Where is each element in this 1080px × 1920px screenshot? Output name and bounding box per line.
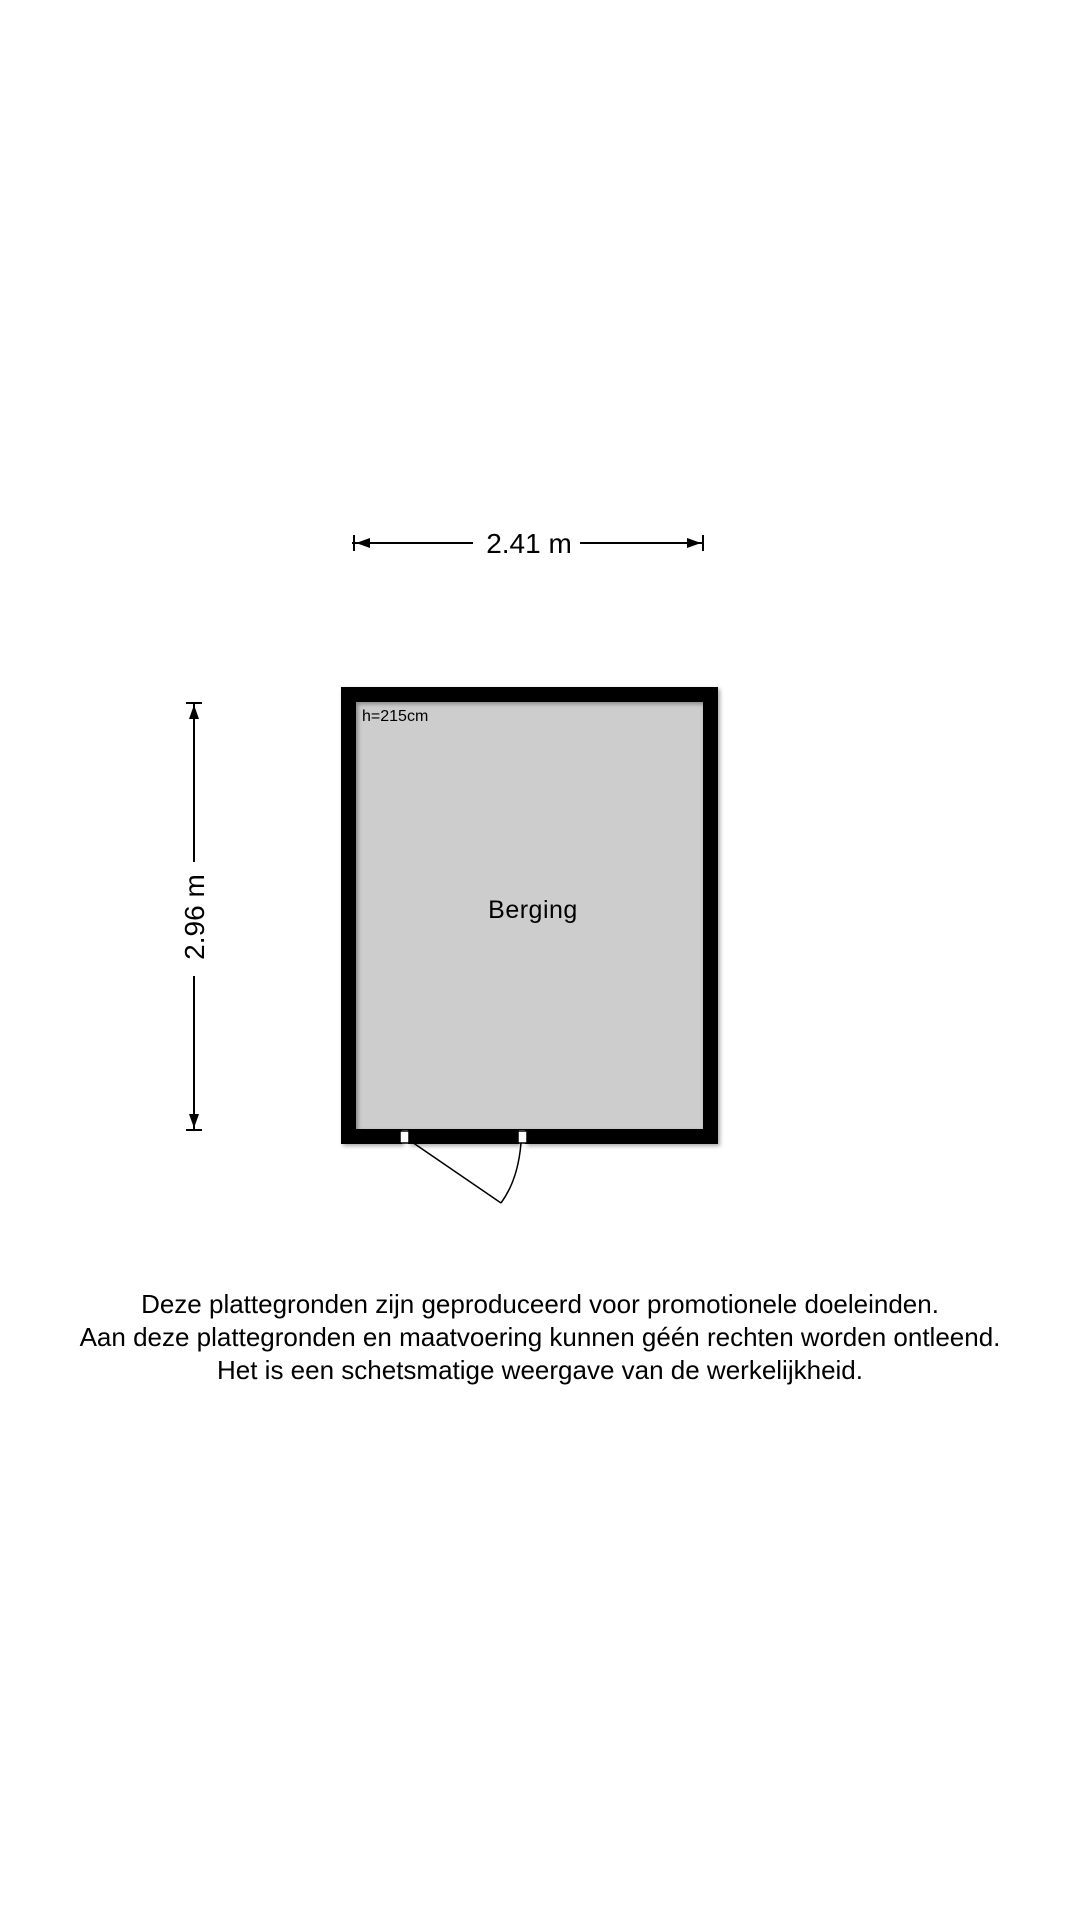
door-swing-arc [501, 1143, 521, 1203]
door-jamb-right [518, 1131, 527, 1143]
disclaimer-line-1: Deze plattegronden zijn geproduceerd voor promotionele doeleinden. [141, 1289, 939, 1319]
room-name-label: Berging [488, 896, 578, 924]
disclaimer-line-3: Het is een schetsmatige weergave van de werkelijkheid. [216, 1355, 863, 1385]
room-height-label: h=215cm [362, 708, 429, 725]
width-arrowhead-right [687, 538, 701, 548]
disclaimer-line-2: Aan deze plattegronden en maatvoering kunnen géén rechten worden ontleend. [79, 1322, 1001, 1352]
door-leaf [409, 1140, 501, 1203]
depth-arrowhead-top [189, 705, 199, 719]
width-dimension-label: 2.41 m [486, 528, 572, 559]
room-berging [341, 687, 718, 1203]
depth-dimension [179, 703, 210, 1130]
width-dimension [352, 528, 703, 559]
depth-dimension-label: 2.96 m [179, 874, 210, 960]
door-jamb-left [400, 1131, 409, 1143]
disclaimer [0, 1288, 1080, 1387]
width-arrowhead-left [356, 538, 370, 548]
depth-arrowhead-bottom [189, 1114, 199, 1128]
